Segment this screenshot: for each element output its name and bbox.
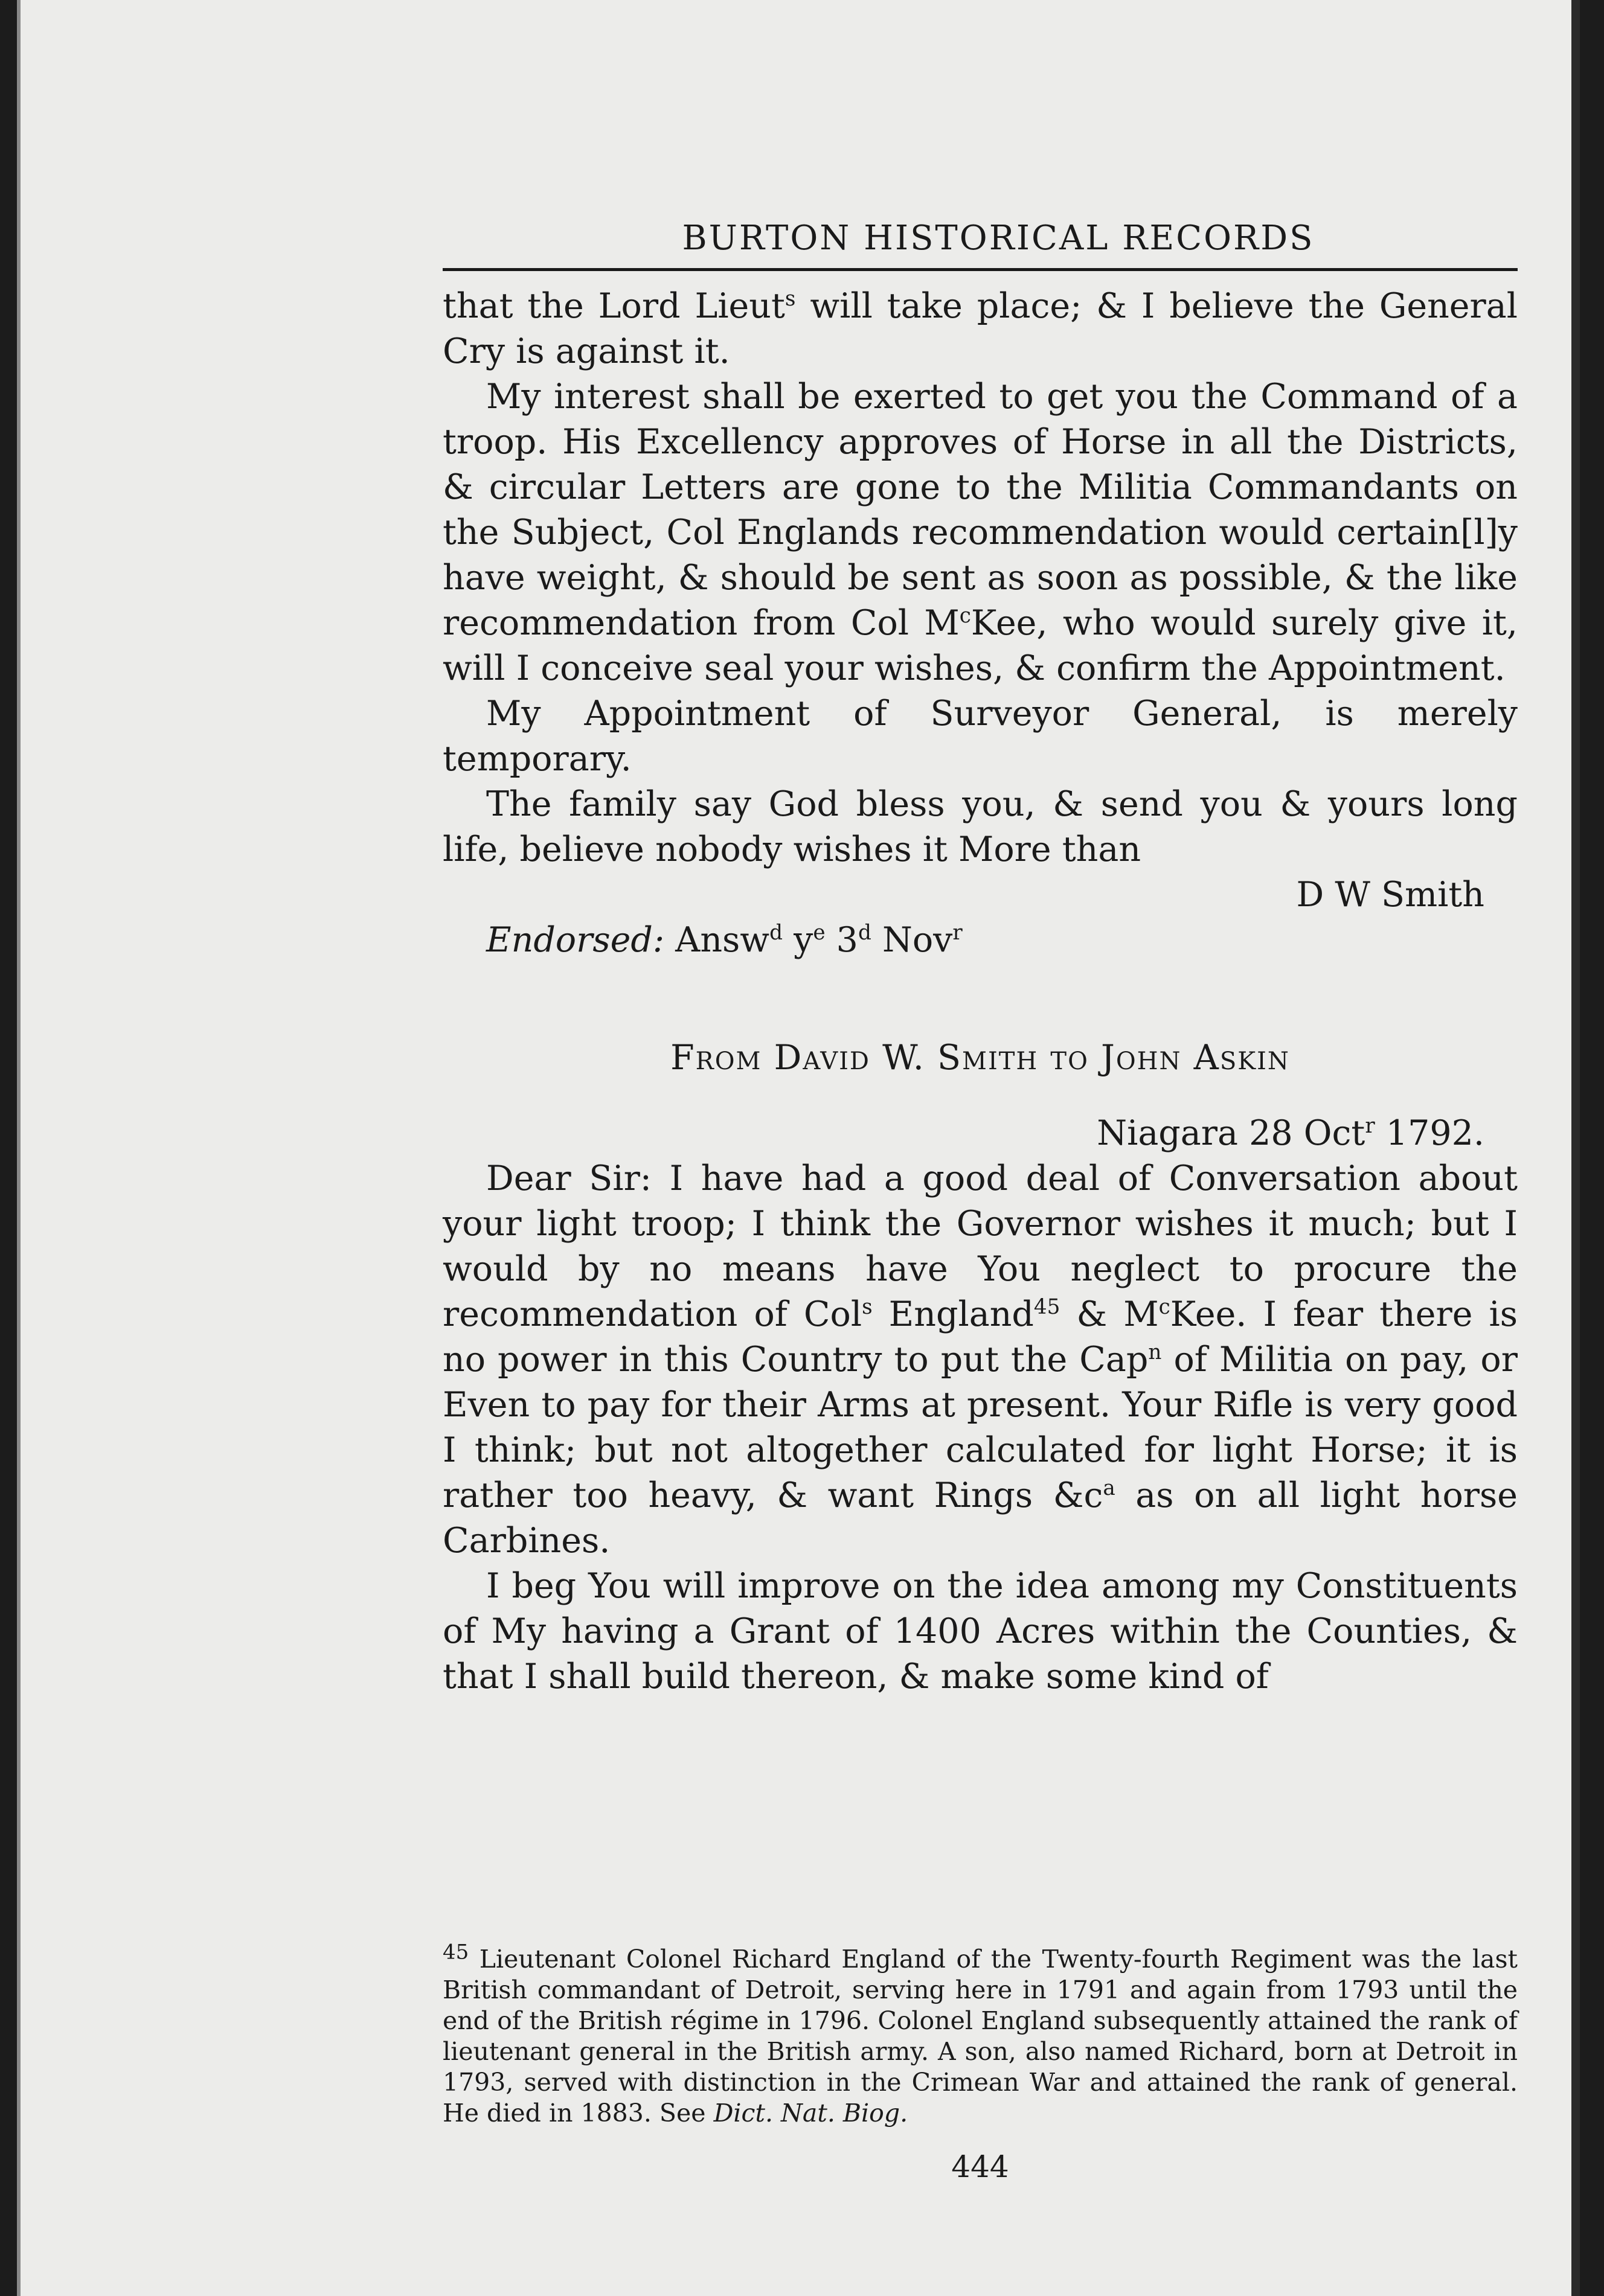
footnote-number: 45 <box>443 1940 469 1965</box>
page-number: 444 <box>951 2149 1009 2184</box>
paragraph: Dear Sir: I have had a good deal of Conversation about your light troop; I think the Governor wishes it much; but I would by no means have You neglect to procure the recommendation of Col$^s$ England$^{45}$ & $M^cKee$. I fear there is no power in this Country to put the Cap$^n$ of Militia on pay, or Even to pay for their Arms at present. Your Rifle is very good I think; but not altogether calculated for light Horse; it is rather too heavy, & want Rings $\&c^a$ as on all light horse Carbines. <box>443 1159 1518 1561</box>
footnote-reference: 45 <box>1033 1295 1060 1319</box>
book-page <box>17 0 1575 2296</box>
paragraph: My interest shall be exerted to get you the Command of a troop. His Excellency approves of Horse in all the Districts, & circular Letters are gone to the Militia Commandants on the Subject, Col Englands recommendation would certain[l]y have weight, & should be sent as soon as possible, & the like recommendation from Col $M^cKee$, who would surely give it, will I conceive seal your wishes, & confirm the Appointment. <box>443 377 1518 688</box>
paragraph: that the Lord Lieut$^s$ will take place; & I believe the General Cry is against it. <box>443 286 1518 371</box>
header-rule <box>443 268 1518 271</box>
dateline: Niagara 28 Oct$^r$ 1792. <box>1097 1113 1484 1153</box>
endorsement: Endorsed: Answ$^d$ $y^e$ 3$^d$ Nov$^r$ <box>486 920 963 960</box>
running-head-text: BURTON HISTORICAL RECORDS <box>682 219 1315 258</box>
paragraph: The family say God bless you, & send you & yours long life, believe nobody wishes it More than <box>443 784 1518 869</box>
running-head <box>443 217 1518 260</box>
citation: Dict. Nat. Biog. <box>713 2099 908 2128</box>
paragraph: I beg You will improve on the idea among my Constituents of My having a Grant of 1400 Acres within the Counties, & that I shall build thereon, & make some kind of <box>443 1566 1518 1696</box>
endorsed-label: Endorsed: <box>486 920 665 960</box>
footnote: $^{45}$ Lieutenant Colonel Richard England of the Twenty-fourth Regiment was the last British commandant of Detroit, serving here in 1791 and again from 1793 until the end of the British régime in 1796. Colonel England subsequently attained the rank of lieutenant general in the British army. A son, also named Richard, born at Detroit in 1793, served with distinction in the Crimean War and attained the rank of general. He died in 1883. See Dict. Nat. Biog. <box>443 1940 1518 2128</box>
body-text <box>443 284 1518 1700</box>
paragraph: My Appointment of Surveyor General, is merely temporary. <box>443 694 1518 779</box>
scan-edge <box>17 0 21 2296</box>
letter-heading: From David W. Smith to John Askin <box>670 1038 1290 1078</box>
signature: D W Smith <box>1296 875 1484 915</box>
